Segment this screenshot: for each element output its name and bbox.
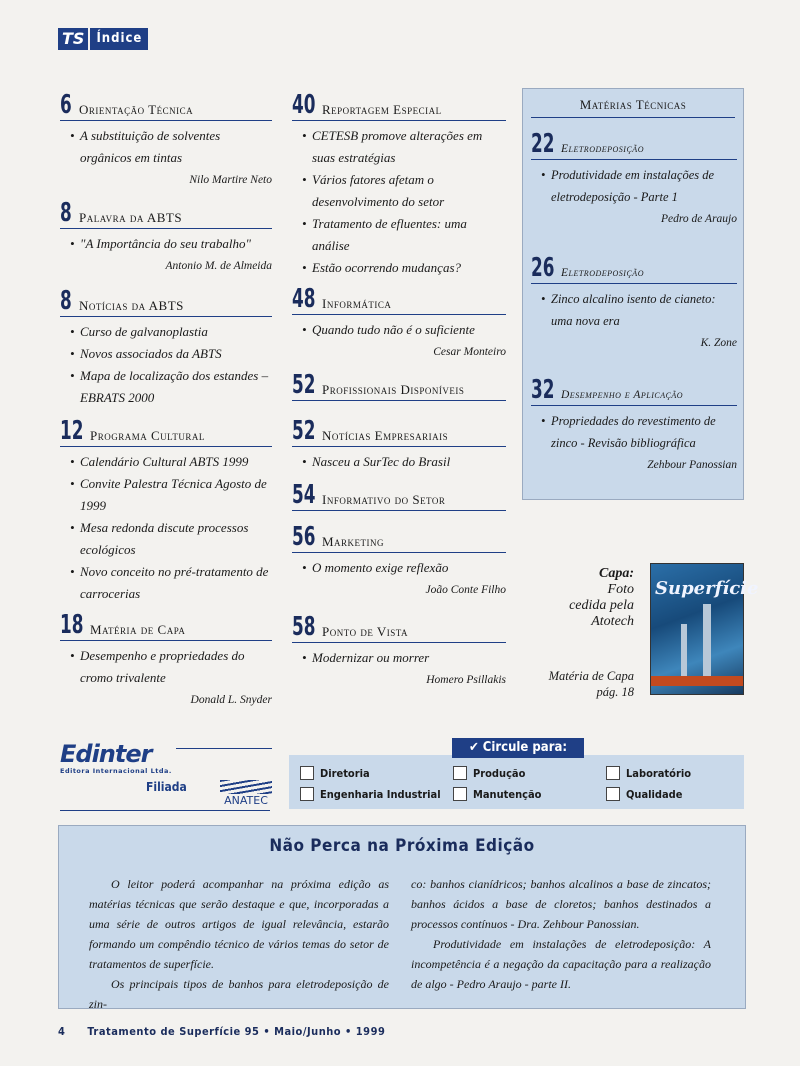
page-number: 54	[292, 480, 316, 510]
divider	[60, 810, 270, 811]
checkbox-icon[interactable]	[453, 787, 467, 801]
page-number: 52	[292, 370, 316, 400]
toc-section[interactable]	[292, 614, 506, 691]
toc-item[interactable]	[60, 517, 272, 561]
next-issue-paragraph: Produtividade em instalações de eletrodeposição: A incompetência é a negação da capacitação para a realização de algo - Pedro Araujo - parte II.	[411, 937, 711, 991]
index-badge	[58, 28, 148, 50]
toc-item-text: Propriedades do revestimento de zinco - Revisão bibliográfica	[551, 414, 716, 450]
toc-section[interactable]	[60, 418, 272, 605]
author-name: Donald L. Snyder	[190, 694, 272, 706]
section-title: Informática	[322, 296, 392, 311]
toc-section[interactable]	[292, 524, 506, 601]
next-issue-left-column	[89, 874, 389, 1014]
next-issue-paragraph: O leitor poderá acompanhar na próxima edição as matérias técnicas que serão destaque e que, incorporadas a uma série de outros artigos de igual relevância, estarão formando um compêndio técnico de vários temas do setor de tratamentos de superfície.	[89, 877, 389, 971]
toc-section[interactable]	[531, 377, 737, 476]
toc-item-text: Mapa de localização dos estandes – EBRATS 2000	[80, 368, 269, 405]
author-name: K. Zone	[700, 337, 737, 349]
toc-section-header[interactable]	[292, 418, 506, 447]
toc-section[interactable]	[60, 612, 272, 711]
cover-band	[651, 676, 743, 686]
section-title: Marketing	[322, 534, 385, 549]
page-footer	[58, 1025, 385, 1038]
toc-item[interactable]	[60, 343, 272, 365]
toc-item-text: Zinco alcalino isento de cianeto: uma nova era	[551, 292, 716, 328]
toc-section-header[interactable]	[531, 131, 737, 160]
toc-item[interactable]	[292, 451, 506, 473]
page-number: 22	[531, 129, 555, 159]
toc-section[interactable]	[531, 255, 737, 354]
toc-item-text: Mesa redonda discute processos ecológicos	[80, 520, 249, 557]
divider	[176, 748, 272, 749]
toc-section-header[interactable]	[292, 286, 506, 315]
bullet-icon: •	[70, 564, 75, 579]
author-name: Nilo Martire Neto	[189, 174, 272, 186]
toc-item[interactable]	[292, 257, 506, 279]
next-issue-right-column	[411, 874, 711, 994]
toc-item[interactable]	[531, 288, 737, 332]
circulation-title: ✔ Circule para:	[452, 738, 584, 758]
author-name: Pedro de Araujo	[660, 213, 737, 225]
bullet-icon: •	[302, 172, 307, 187]
materia-capa-label: Matéria de Capa	[548, 669, 634, 683]
bullet-icon: •	[302, 454, 307, 469]
checkbox-manutencao[interactable]: Manutenção	[453, 787, 541, 801]
toc-section[interactable]	[292, 372, 506, 401]
section-title: Matéria de Capa	[90, 622, 186, 637]
next-issue-paragraph: co: banhos cianídricos; banhos alcalinos a base de zincatos; banhos ácidos a base de cloretos; banhos destinados a processos contínuos - Dra. Zehbour Panossian.	[411, 877, 711, 931]
footer-text: Tratamento de Superfície 95 • Maio/Junho • 1999	[87, 1025, 386, 1038]
page-number: 12	[60, 416, 84, 446]
toc-item-text: Calendário Cultural ABTS 1999	[80, 454, 249, 469]
toc-item-text: "A Importância do seu trabalho"	[80, 236, 252, 251]
toc-item[interactable]	[292, 557, 506, 579]
toc-section[interactable]	[292, 418, 506, 473]
checkbox-diretoria[interactable]: Diretoria	[300, 766, 370, 780]
page-number: 18	[60, 610, 84, 640]
toc-item-text: Quando tudo não é o suficiente	[312, 322, 475, 337]
materias-tecnicas-box	[522, 88, 744, 500]
toc-section-header[interactable]	[292, 614, 506, 643]
toc-section-header[interactable]	[292, 372, 506, 401]
capa-line-3: Atotech	[591, 614, 634, 629]
toc-section-header[interactable]	[292, 482, 506, 511]
anatec-label: ANATEC	[224, 794, 268, 807]
bullet-icon: •	[302, 128, 307, 143]
index-label: Índice	[90, 28, 148, 50]
bullet-icon: •	[70, 648, 75, 663]
author-name: Zehbour Panossian	[647, 459, 737, 471]
bullet-icon: •	[541, 414, 546, 428]
toc-item[interactable]	[292, 319, 506, 341]
bullet-icon: •	[302, 650, 307, 665]
checkbox-producao[interactable]: Produção	[453, 766, 525, 780]
section-title: Orientação Técnica	[79, 102, 194, 117]
checkbox-engenharia[interactable]: Engenharia Industrial	[300, 787, 441, 801]
bullet-icon: •	[70, 520, 75, 535]
toc-item-text: CETESB promove alterações em suas estratégias	[312, 128, 483, 165]
toc-section[interactable]	[292, 286, 506, 363]
author-name: Antonio M. de Almeida	[165, 260, 272, 272]
toc-item-text: O momento exige reflexão	[312, 560, 449, 575]
author-name: João Conte Filho	[425, 584, 506, 596]
page-number: 8	[60, 286, 72, 316]
page-number: 8	[60, 198, 72, 228]
bullet-icon: •	[302, 560, 307, 575]
toc-section[interactable]	[60, 200, 272, 277]
page-number: 56	[292, 522, 316, 552]
toc-section-header[interactable]	[60, 418, 272, 447]
toc-item-text: Curso de galvanoplastia	[80, 324, 208, 339]
toc-section-header[interactable]	[60, 200, 272, 229]
section-title: Reportagem Especial	[322, 102, 442, 117]
page-number: 6	[60, 90, 72, 120]
capa-line-1: Foto	[607, 582, 634, 597]
bullet-icon: •	[70, 128, 75, 143]
ts-logo: TS	[58, 28, 88, 50]
checkbox-laboratorio[interactable]: Laboratório	[606, 766, 691, 780]
checkbox-icon[interactable]	[453, 766, 467, 780]
cover-pipe	[681, 624, 687, 684]
toc-item[interactable]	[60, 473, 272, 517]
bullet-icon: •	[70, 346, 75, 361]
section-title: Notícias da ABTS	[79, 298, 184, 313]
toc-item[interactable]	[60, 645, 272, 689]
checkbox-icon[interactable]	[300, 787, 314, 801]
toc-item[interactable]	[60, 451, 272, 473]
bullet-icon: •	[70, 236, 75, 251]
author-name: Homero Psillakis	[426, 674, 506, 686]
next-issue-box	[58, 825, 746, 1009]
section-title: Profissionais Disponíveis	[322, 382, 465, 397]
toc-item[interactable]	[60, 561, 272, 605]
toc-item[interactable]	[292, 647, 506, 669]
cover-title: Superfície	[655, 578, 759, 599]
materias-header: Matérias Técnicas	[531, 89, 735, 118]
page-number: 58	[292, 612, 316, 642]
toc-item[interactable]	[531, 410, 737, 454]
toc-item-text: A substituição de solventes orgânicos em tintas	[80, 128, 221, 165]
capa-label: Capa:	[599, 566, 634, 581]
page-number: 48	[292, 284, 316, 314]
toc-item-text: Novo conceito no pré-tratamento de carrocerias	[80, 564, 269, 601]
bullet-icon: •	[70, 454, 75, 469]
toc-section-header[interactable]	[292, 524, 506, 553]
edinter-logo: Edinter	[60, 740, 152, 768]
materia-capa-ref	[528, 668, 634, 700]
capa-line-2: cedida pela	[569, 598, 634, 613]
toc-item-text: Novos associados da ABTS	[80, 346, 222, 361]
toc-section-header[interactable]	[292, 92, 506, 121]
section-title: Palavra da ABTS	[79, 210, 183, 225]
section-title: Ponto de Vista	[322, 624, 408, 639]
author-name: Cesar Monteiro	[433, 346, 506, 358]
bullet-icon: •	[70, 324, 75, 339]
toc-section[interactable]	[531, 131, 737, 230]
checkbox-icon[interactable]	[606, 766, 620, 780]
section-title: Notícias Empresariais	[322, 428, 449, 443]
section-title: Desempenho e Aplicação	[561, 389, 684, 401]
materia-capa-page: pág. 18	[596, 685, 634, 699]
toc-section[interactable]	[292, 482, 506, 511]
toc-item[interactable]	[60, 321, 272, 343]
cover-pipe	[703, 604, 711, 684]
toc-item-text: Modernizar ou morrer	[312, 650, 430, 665]
checkbox-icon[interactable]	[606, 787, 620, 801]
toc-section[interactable]	[60, 288, 272, 409]
toc-item[interactable]	[60, 365, 272, 409]
capa-caption	[528, 566, 634, 630]
toc-section[interactable]	[292, 92, 506, 279]
bullet-icon: •	[302, 216, 307, 231]
toc-section-header[interactable]	[531, 377, 737, 406]
toc-section-header[interactable]	[531, 255, 737, 284]
toc-item-text: Vários fatores afetam o desenvolvimento do setor	[312, 172, 445, 209]
toc-item-text: Nasceu a SurTec do Brasil	[312, 454, 451, 469]
toc-item-text: Desempenho e propriedades do cromo trivalente	[80, 648, 245, 685]
toc-item[interactable]	[60, 233, 272, 255]
edinter-subtitle: Editora Internacional Ltda.	[60, 767, 172, 775]
bullet-icon: •	[70, 476, 75, 491]
toc-section-header[interactable]	[60, 288, 272, 317]
page-number: 40	[292, 90, 316, 120]
toc-item[interactable]	[292, 125, 506, 169]
section-title: Programa Cultural	[90, 428, 205, 443]
next-issue-title: Não Perca na Próxima Edição	[269, 836, 535, 856]
page-number: 4	[58, 1025, 66, 1038]
toc-section-header[interactable]	[60, 612, 272, 641]
section-title: Eletrodeposição	[561, 143, 644, 155]
toc-item-text: Produtividade em instalações de eletrodeposição - Parte 1	[551, 168, 715, 204]
bullet-icon: •	[302, 260, 307, 275]
checkbox-icon[interactable]	[300, 766, 314, 780]
page-number: 26	[531, 253, 555, 283]
toc-item-text: Tratamento de efluentes: uma análise	[312, 216, 467, 253]
filiada-label: Filiada	[146, 780, 187, 794]
section-title: Eletrodeposição	[561, 267, 644, 279]
toc-item[interactable]	[292, 169, 506, 213]
toc-item-text: Estão ocorrendo mudanças?	[312, 260, 462, 275]
bullet-icon: •	[541, 292, 546, 306]
toc-section[interactable]	[60, 92, 272, 191]
bullet-icon: •	[302, 322, 307, 337]
toc-item[interactable]	[531, 164, 737, 208]
bullet-icon: •	[541, 168, 546, 182]
toc-section-header[interactable]	[60, 92, 272, 121]
bullet-icon: •	[70, 368, 75, 383]
toc-item[interactable]	[292, 213, 506, 257]
anatec-logo	[220, 780, 272, 807]
page-number: 52	[292, 416, 316, 446]
toc-item-text: Convite Palestra Técnica Agosto de 1999	[80, 476, 267, 513]
checkbox-qualidade[interactable]: Qualidade	[606, 787, 682, 801]
next-issue-paragraph: Os principais tipos de banhos para eletrodeposição de zin-	[89, 977, 389, 1011]
toc-item[interactable]	[60, 125, 272, 169]
cover-thumbnail[interactable]	[650, 563, 759, 695]
section-title: Informativo do Setor	[322, 492, 446, 507]
page-number: 32	[531, 375, 555, 405]
anatec-stripes-icon	[220, 780, 272, 794]
